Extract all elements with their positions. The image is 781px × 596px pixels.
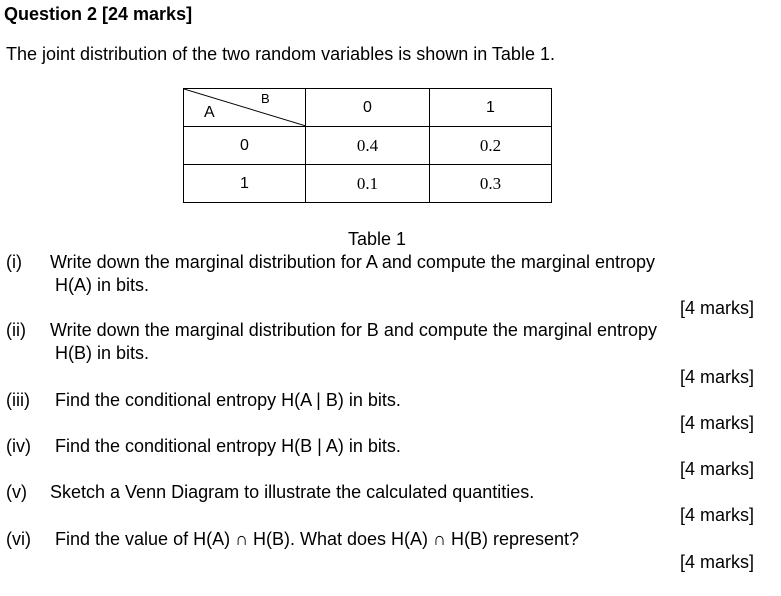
question-number: (iv) bbox=[6, 436, 31, 456]
row-header: 1 bbox=[184, 165, 306, 203]
question-number: (i) bbox=[6, 252, 22, 272]
marks-label: [4 marks] bbox=[679, 459, 754, 479]
question-text: Find the conditional entropy H(B | A) in bits. bbox=[55, 436, 401, 456]
marks-label: [4 marks] bbox=[679, 505, 754, 525]
question-number: (v) bbox=[6, 482, 27, 502]
question-text: Write down the marginal distribution for A and compute the marginal entropy bbox=[50, 252, 655, 272]
diagonal-divider bbox=[184, 89, 306, 126]
question-text-continued: H(B) in bits. bbox=[55, 343, 150, 363]
table-row bbox=[184, 127, 552, 165]
table-cell: 0.2 bbox=[430, 127, 552, 165]
table-cell: 0.1 bbox=[306, 165, 430, 203]
table-caption: Table 1 bbox=[348, 229, 407, 249]
table-header-row bbox=[184, 89, 552, 127]
marks-label: [4 marks] bbox=[679, 413, 754, 433]
row-variable-label: A bbox=[204, 104, 215, 121]
question-text: Write down the marginal distribution for B and compute the marginal entropy bbox=[50, 320, 657, 340]
joint-distribution-table bbox=[183, 88, 552, 203]
question-text-continued: H(A) in bits. bbox=[55, 275, 150, 295]
question-number: (iii) bbox=[6, 390, 30, 410]
intro-text: The joint distribution of the two random variables is shown in Table 1. bbox=[6, 44, 555, 64]
row-header: 0 bbox=[184, 127, 306, 165]
column-header: 1 bbox=[430, 89, 552, 127]
question-text: Find the value of H(A) ∩ H(B). What does H(A) ∩ H(B) represent? bbox=[55, 529, 580, 549]
question-text: Sketch a Venn Diagram to illustrate the calculated quantities. bbox=[50, 482, 535, 502]
table-row bbox=[184, 165, 552, 203]
question-number: (ii) bbox=[6, 320, 26, 340]
marks-label: [4 marks] bbox=[679, 367, 754, 387]
table-corner-cell bbox=[184, 89, 306, 127]
marks-label: [4 marks] bbox=[679, 298, 754, 318]
question-number: (vi) bbox=[6, 529, 31, 549]
column-header: 0 bbox=[306, 89, 430, 127]
table-cell: 0.3 bbox=[430, 165, 552, 203]
column-variable-label: B bbox=[261, 91, 270, 106]
table-cell: 0.4 bbox=[306, 127, 430, 165]
question-heading: Question 2 [24 marks] bbox=[4, 4, 193, 24]
question-text: Find the conditional entropy H(A | B) in bits. bbox=[55, 390, 401, 410]
marks-label: [4 marks] bbox=[679, 552, 754, 572]
